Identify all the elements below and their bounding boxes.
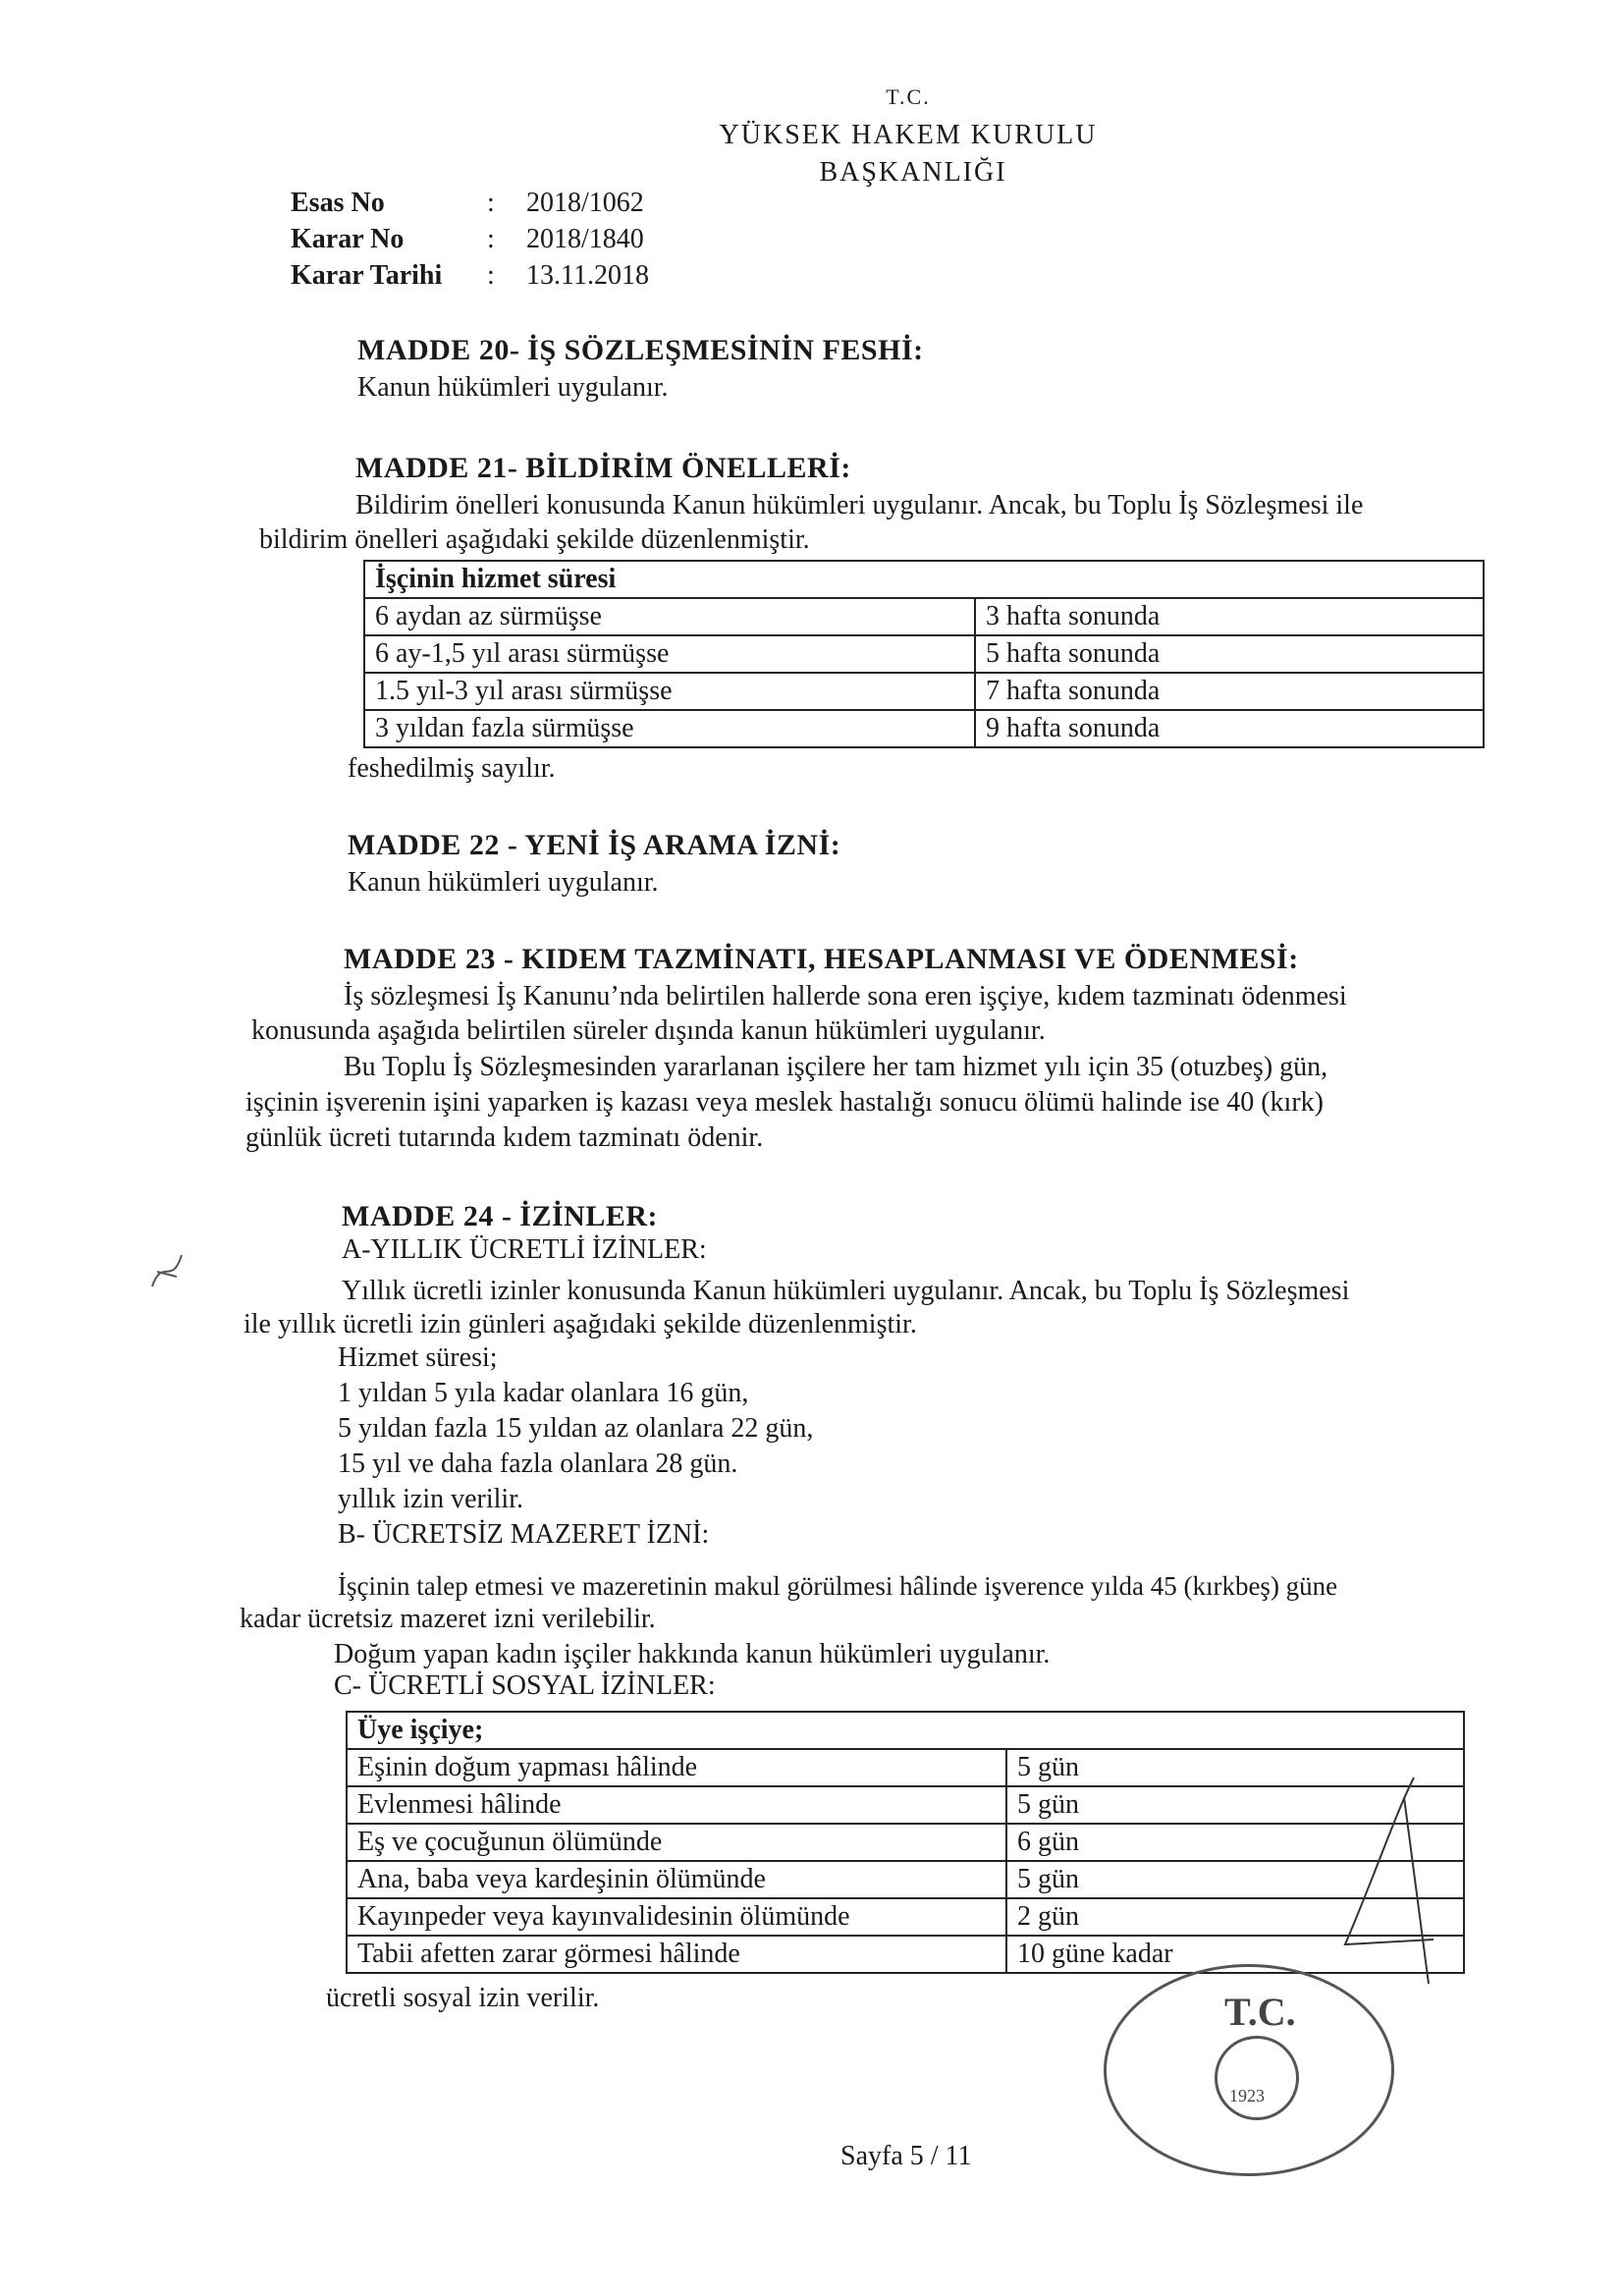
table-header-cell: İşçinin hizmet süresi [364, 561, 1484, 598]
table-row [347, 1861, 1464, 1898]
madde-21-para-line1: Bildirim önelleri konusunda Kanun hükümleri uygulanır. Ancak, bu Toplu İş Sözleşmesi ile [355, 490, 1364, 520]
table-cell-notice: 5 hafta sonunda [975, 635, 1484, 673]
madde-23-p1-line2: konusunda aşağıda belirtilen süreler dışında kanun hükümleri uygulanır. [251, 1015, 1046, 1046]
meta-value: 2018/1062 [526, 188, 644, 218]
table-row [364, 598, 1484, 635]
meta-label: Karar No [291, 224, 405, 254]
section-a-list-item: 1 yıldan 5 yıla kadar olanlara 16 gün, [338, 1378, 749, 1408]
section-b-p1-line2: kadar ücretsiz mazeret izni verilebilir. [240, 1604, 656, 1634]
case-meta [291, 185, 649, 294]
section-a-p1-line2: ile yıllık ücretli izin günleri aşağıdaki şekilde düzenlenmiştir. [243, 1309, 917, 1339]
section-c-title: C- ÜCRETLİ SOSYAL İZİNLER: [334, 1670, 716, 1701]
margin-initial [147, 1247, 187, 1296]
table-cell-duration: 6 aydan az sürmüşse [364, 598, 975, 635]
table-cell-days: 5 gün [1006, 1786, 1464, 1824]
official-seal [1104, 1964, 1394, 2176]
table-row [364, 710, 1484, 747]
section-c-after: ücretli sosyal izin verilir. [326, 1983, 600, 2013]
section-b-p1-line1: İşçinin talep etmesi ve mazeretinin makul görülmesi hâlinde işverence yılda 45 (kırkbeş) güne [338, 1571, 1338, 1601]
seal-emblem [1215, 2036, 1299, 2120]
table-header-cell: Üye işçiye; [347, 1712, 1464, 1749]
table-cell-duration: 6 ay-1,5 yıl arası sürmüşse [364, 635, 975, 673]
meta-label: Esas No [291, 188, 385, 218]
madde-23-p2-line3: günlük ücreti tutarında kıdem tazminatı ödenir. [245, 1122, 764, 1153]
table-cell-days: 5 gün [1006, 1861, 1464, 1898]
table-header-row [364, 561, 1484, 598]
table-row [364, 673, 1484, 710]
header-top: T.C. [886, 84, 931, 109]
seal-text: T.C. [1224, 1990, 1296, 2034]
institution-name: YÜKSEK HAKEM KURULU [719, 120, 1098, 150]
madde-20-body: Kanun hükümleri uygulanır. [357, 372, 669, 403]
table-cell-notice: 9 hafta sonunda [975, 710, 1484, 747]
table-row [347, 1824, 1464, 1861]
meta-value: 13.11.2018 [526, 260, 649, 291]
section-a-title: A-YILLIK ÜCRETLİ İZİNLER: [342, 1234, 707, 1265]
institution-subtitle: BAŞKANLIĞI [819, 157, 1007, 188]
table-row [347, 1898, 1464, 1936]
madde-22-title: MADDE 22 - YENİ İŞ ARAMA İZNİ: [348, 829, 841, 861]
section-a-list-item: 5 yıldan fazla 15 yıldan az olanlara 22 gün, [338, 1413, 814, 1444]
madde-23-p2-line1: Bu Toplu İş Sözleşmesinden yararlanan işçilere her tam hizmet yılı için 35 (otuzbeş) gün, [344, 1052, 1328, 1082]
section-a-p1-line1: Yıllık ücretli izinler konusunda Kanun hükümleri uygulanır. Ancak, bu Toplu İş Sözleşmesi [342, 1276, 1350, 1306]
table-row [347, 1749, 1464, 1786]
meta-row-karar: Karar No : 2018/1840 [291, 221, 649, 257]
section-a-list-end: yıllık izin verilir. [338, 1484, 523, 1514]
seal-year: 1923 [1229, 2086, 1265, 2105]
madde-23-title: MADDE 23 - KIDEM TAZMİNATI, HESAPLANMASI VE ÖDENMESİ: [344, 943, 1299, 975]
table-row [364, 635, 1484, 673]
table-header-row [347, 1712, 1464, 1749]
table-cell-notice: 3 hafta sonunda [975, 598, 1484, 635]
madde-22-body: Kanun hükümleri uygulanır. [348, 867, 659, 898]
meta-row-esas: Esas No : 2018/1062 [291, 185, 649, 221]
section-a-list-intro: Hizmet süresi; [338, 1342, 498, 1373]
table-cell-reason: Ana, baba veya kardeşinin ölümünde [347, 1861, 1006, 1898]
table-cell-duration: 1.5 yıl-3 yıl arası sürmüşse [364, 673, 975, 710]
table-cell-days: 5 gün [1006, 1749, 1464, 1786]
madde-21-title: MADDE 21- BİLDİRİM ÖNELLERİ: [355, 452, 851, 484]
madde-24-title: MADDE 24 - İZİNLER: [342, 1200, 659, 1232]
page-number: Sayfa 5 / 11 [840, 2141, 972, 2171]
meta-value: 2018/1840 [526, 224, 644, 254]
table-cell-reason: Eş ve çocuğunun ölümünde [347, 1824, 1006, 1861]
table-row [347, 1936, 1464, 1973]
table-cell-reason: Tabii afetten zarar görmesi hâlinde [347, 1936, 1006, 1973]
table-cell-notice: 7 hafta sonunda [975, 673, 1484, 710]
madde-21-para-line2: bildirim önelleri aşağıdaki şekilde düzenlenmiştir. [259, 524, 810, 555]
table-cell-duration: 3 yıldan fazla sürmüşse [364, 710, 975, 747]
section-b-title: B- ÜCRETSİZ MAZERET İZNİ: [338, 1519, 710, 1550]
social-leave-table [346, 1711, 1465, 1974]
table-cell-reason: Eşinin doğum yapması hâlinde [347, 1749, 1006, 1786]
table-cell-days: 10 güne kadar [1006, 1936, 1464, 1973]
madde-20-title: MADDE 20- İŞ SÖZLEŞMESİNİN FESHİ: [357, 334, 924, 366]
madde-21-after: feshedilmiş sayılır. [348, 753, 556, 784]
notice-period-table [363, 560, 1485, 748]
madde-23-p2-line2: işçinin işverenin işini yaparken iş kazası veya meslek hastalığı sonucu ölümü halinde ise 40 (kırk) [245, 1087, 1324, 1118]
section-b-p2: Doğum yapan kadın işçiler hakkında kanun hükümleri uygulanır. [334, 1639, 1051, 1669]
meta-row-tarih: Karar Tarihi : 13.11.2018 [291, 257, 649, 294]
table-cell-reason: Evlenmesi hâlinde [347, 1786, 1006, 1824]
section-a-list-item: 15 yıl ve daha fazla olanlara 28 gün. [338, 1449, 738, 1479]
meta-label: Karar Tarihi [291, 260, 443, 291]
table-cell-days: 2 gün [1006, 1898, 1464, 1936]
table-cell-days: 6 gün [1006, 1824, 1464, 1861]
table-row [347, 1786, 1464, 1824]
signature-mark [1335, 1758, 1453, 1994]
madde-23-p1-line1: İş sözleşmesi İş Kanunu’nda belirtilen hallerde sona eren işçiye, kıdem tazminatı ödenmesi [344, 981, 1347, 1011]
table-cell-reason: Kayınpeder veya kayınvalidesinin ölümünde [347, 1898, 1006, 1936]
